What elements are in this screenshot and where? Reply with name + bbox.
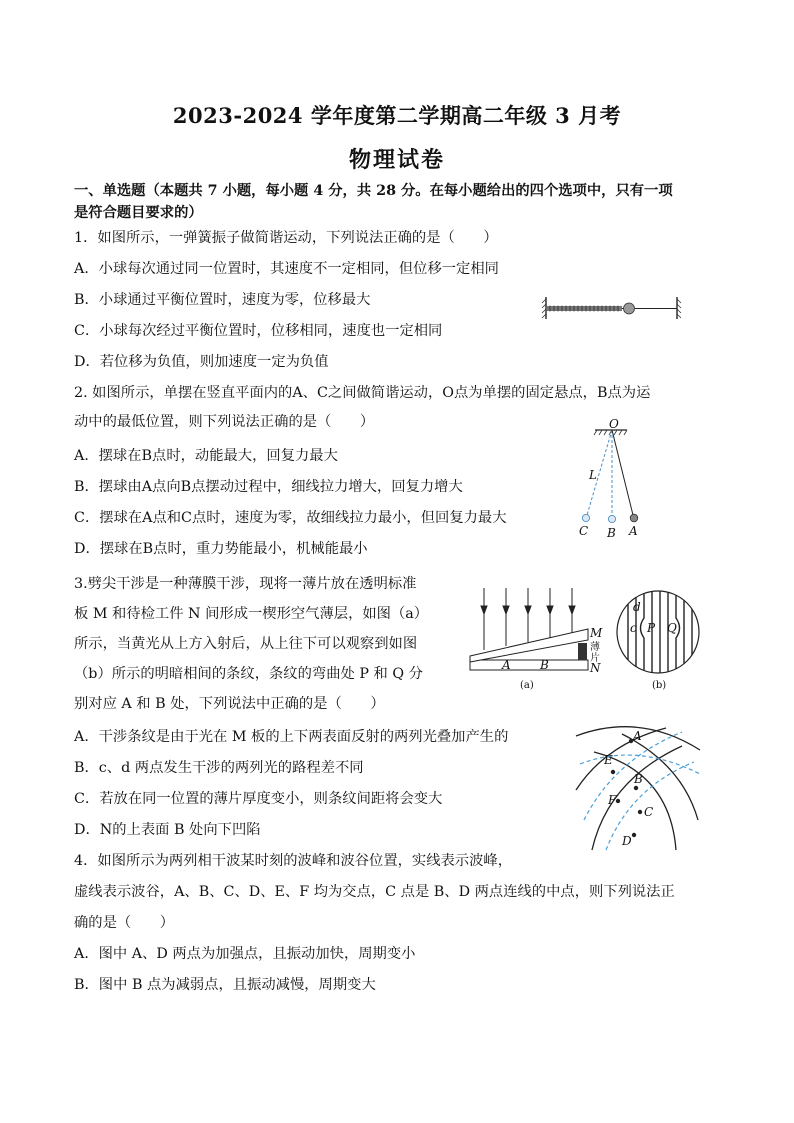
q2-stem-line1: 2. 如图所示，单摆在竖直平面内的A、C之间做简谐运动，O点为单摆的固定悬点，B点为运 <box>74 385 651 401</box>
q4-option-b: B．图中 B 点为减弱点，且振动减慢，周期变大 <box>74 977 376 993</box>
q1-stem: 1．如图所示，一弹簧振子做简谐运动，下列说法正确的是（ ） <box>74 230 498 246</box>
wave-label-c: C <box>644 805 654 819</box>
fringe-label-q: Q <box>667 621 677 635</box>
wedge-label-b: B <box>540 658 549 672</box>
q1-option-a: A．小球每次通过同一位置时，其速度不一定相同，但位移一定相同 <box>74 261 499 277</box>
q2-option-a: A．摆球在B点时，动能最大，回复力最大 <box>74 448 338 464</box>
wave-label-d: D <box>622 834 632 848</box>
q1-option-c: C．小球每次经过平衡位置时，位移相同，速度也一定相同 <box>74 323 443 339</box>
fringe-label-c: c <box>630 621 637 635</box>
q3-stem-line2: 板 M 和待检工件 N 间形成一楔形空气薄层，如图（a） <box>74 606 429 622</box>
q4-stem-line3: 确的是（ ） <box>74 915 175 931</box>
fringe-label-p: P <box>647 621 656 635</box>
section-heading-line2: 是符合题目要求的） <box>74 205 203 221</box>
q1-option-d: D．若位移为负值，则加速度一定为负值 <box>74 354 329 370</box>
q4-option-a: A．图中 A、D 两点为加强点，且振动加快，周期变小 <box>74 946 416 962</box>
section-heading-line1: 一、单选题（本题共 7 小题，每小题 4 分，共 28 分。在每小题给出的四个选项中，只有一项 <box>74 183 673 199</box>
fringe-label-d: d <box>633 600 641 614</box>
pendulum-label-b: B <box>607 526 616 540</box>
pendulum-label-a: A <box>629 524 638 538</box>
wedge-label-m: M <box>590 626 603 640</box>
q3-stem-line5: 别对应 A 和 B 处，下列说法中正确的是（ ） <box>74 696 385 712</box>
q3-stem-line3: 所示，当黄光从上方入射后，从上往下可以观察到如图 <box>74 636 418 652</box>
wedge-caption-a: (a) <box>520 680 534 691</box>
q3-stem-line4: （b）所示的明暗相间的条纹，条纹的弯曲处 P 和 Q 分 <box>74 666 423 682</box>
q4-stem-line1: 4．如图所示为两列相干波某时刻的波峰和波谷位置，实线表示波峰， <box>74 853 512 869</box>
wedge-interference-figure <box>462 584 702 694</box>
q3-option-b: B．c、d 两点发生干涉的两列光的路程差不同 <box>74 760 364 776</box>
q1-option-b: B．小球通过平衡位置时，速度为零，位移最大 <box>74 292 371 308</box>
exam-title: 2023-2024 学年度第二学期高二年级 3 月考 <box>172 103 622 128</box>
q3-stem-line1: 3.劈尖干涉是一种薄膜干涉，现将一薄片放在透明标准 <box>74 576 417 592</box>
wave-label-a: A <box>633 729 642 743</box>
pendulum-label-o: O <box>609 418 619 431</box>
q2-option-d: D．摆球在B点时，重力势能最小，机械能最小 <box>74 541 368 557</box>
q2-option-b: B．摆球由A点向B点摆动过程中，细线拉力增大，回复力增大 <box>74 479 463 495</box>
wedge-label-a: A <box>502 658 511 672</box>
pendulum-label-l: L <box>589 468 597 482</box>
q3-option-a: A．干涉条纹是由于光在 M 板的上下两表面反射的两列光叠加产生的 <box>74 729 509 745</box>
q2-option-c: C．摆球在A点和C点时，速度为零，故细线拉力最小，但回复力最大 <box>74 510 507 526</box>
q3-option-d: D．N的上表面 B 处向下凹陷 <box>74 822 261 838</box>
exam-subtitle: 物理试卷 <box>348 147 445 173</box>
wave-label-f: F <box>608 793 617 807</box>
wedge-label-n: N <box>590 661 601 675</box>
wave-interference-figure <box>570 724 705 852</box>
q3-option-c: C．若放在同一位置的薄片厚度变小，则条纹间距将会变大 <box>74 791 443 807</box>
spring-oscillator-figure <box>540 293 685 323</box>
pendulum-label-c: C <box>579 524 589 538</box>
wedge-label-piece-1: 薄 <box>590 642 600 653</box>
wedge-label-piece-2: 片 <box>590 653 600 664</box>
fringe-caption-b: (b) <box>652 680 667 691</box>
q2-stem-line2: 动中的最低位置，则下列说法正确的是（ ） <box>74 414 375 430</box>
wave-label-b: B <box>634 772 643 786</box>
pendulum-figure <box>575 418 645 543</box>
wave-label-e: E <box>604 753 613 767</box>
q4-stem-line2: 虚线表示波谷，A、B、C、D、E、F 均为交点，C 点是 B、D 两点连线的中点，则下列说法正 <box>74 884 675 900</box>
